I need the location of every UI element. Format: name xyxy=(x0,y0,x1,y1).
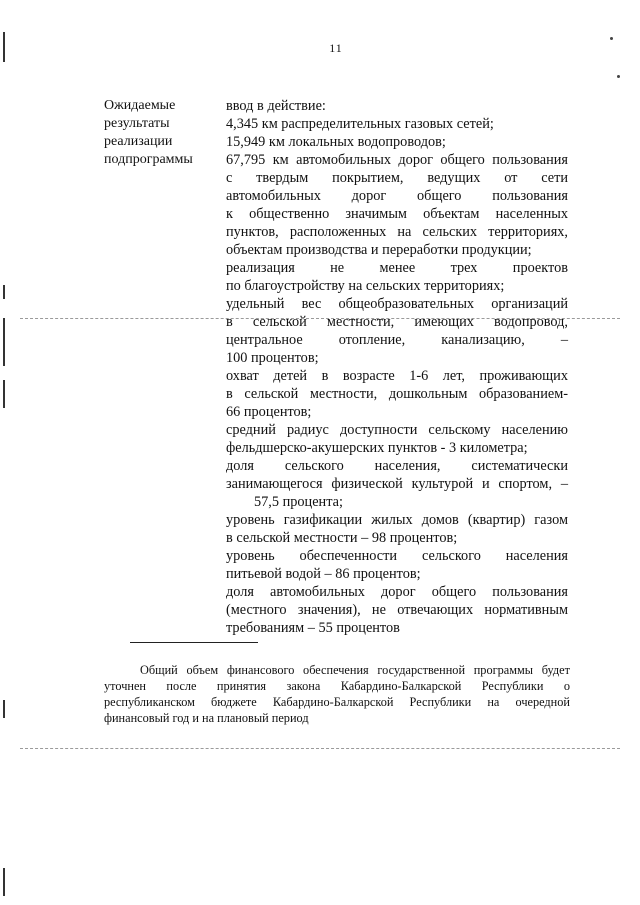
scan-dash-line xyxy=(20,748,620,749)
text-line: в сельской местности, имеющих водопровод, xyxy=(226,314,568,330)
footnote-line: Общий объем финансового обеспечения государственной программы будет xyxy=(140,663,570,677)
scan-edge-mark xyxy=(3,318,5,366)
expected-results-text xyxy=(226,97,568,637)
scan-edge-mark xyxy=(3,380,5,408)
section-label-line: результаты xyxy=(104,116,170,131)
text-line: в сельской местности – 98 процентов; xyxy=(226,530,458,546)
footnote-line: республиканском бюджете Кабардино-Балкарской Республики на очередной xyxy=(104,695,570,709)
footnote-text xyxy=(104,662,570,726)
text-line: 67,795 км автомобильных дорог общего пользования xyxy=(226,152,568,168)
section-label-line: подпрограммы xyxy=(104,152,193,167)
text-line: фельдшерско-акушерских пунктов - 3 километра; xyxy=(226,440,528,456)
text-line: питьевой водой – 86 процентов; xyxy=(226,566,421,582)
text-line: по благоустройству на сельских территориях; xyxy=(226,278,505,294)
footnote-line: уточнен после принятия закона Кабардино-Балкарской Республики о xyxy=(104,679,570,693)
text-line: пунктов, расположенных на сельских территориях, xyxy=(226,224,568,240)
text-line: центральное отопление, канализацию, – xyxy=(226,332,568,348)
text-line: (местного значения), не отвечающих нормативным xyxy=(226,602,568,618)
text-line: занимающегося физической культурой и спортом, – xyxy=(226,476,568,492)
text-line: требованиям – 55 процентов xyxy=(226,620,400,636)
text-line: уровень обеспеченности сельского населения xyxy=(226,548,568,564)
text-line: 57,5 процента; xyxy=(254,494,343,510)
text-line: 100 процентов; xyxy=(226,350,319,366)
text-line: ввод в действие: xyxy=(226,98,326,114)
text-line: автомобильных дорог общего пользования xyxy=(226,188,568,204)
section-label-line: Ожидаемые xyxy=(104,98,176,113)
text-line: объектам производства и переработки продукции; xyxy=(226,242,532,258)
text-line: удельный вес общеобразовательных организаций xyxy=(226,296,568,312)
text-line: 66 процентов; xyxy=(226,404,312,420)
scan-speck xyxy=(610,37,613,40)
text-line: реализация не менее трех проектов xyxy=(226,260,568,276)
text-line: доля автомобильных дорог общего пользования xyxy=(226,584,568,600)
text-line: охват детей в возрасте 1-6 лет, проживающих xyxy=(226,368,568,384)
footnote-separator xyxy=(130,642,258,643)
text-line: с твердым покрытием, ведущих от сети xyxy=(226,170,568,186)
text-line: уровень газификации жилых домов (квартир) газом xyxy=(226,512,568,528)
page-number: 11 xyxy=(329,41,343,55)
footnote-line: финансовый год и на плановый период xyxy=(104,711,309,725)
text-line: средний радиус доступности сельскому населению xyxy=(226,422,568,438)
scan-edge-mark xyxy=(3,700,5,718)
text-line: 4,345 км распределительных газовых сетей; xyxy=(226,116,494,132)
text-line: доля сельского населения, систематически xyxy=(226,458,568,474)
scan-speck xyxy=(617,75,620,78)
section-label-line: реализации xyxy=(104,134,173,149)
text-line: 15,949 км локальных водопроводов; xyxy=(226,134,446,150)
text-line: в сельской местности, дошкольным образованием- xyxy=(226,386,568,402)
scan-edge-mark xyxy=(3,285,5,299)
text-line: к общественно значимым объектам населенных xyxy=(226,206,568,222)
scan-edge-mark xyxy=(3,868,5,896)
section-label xyxy=(104,97,224,169)
